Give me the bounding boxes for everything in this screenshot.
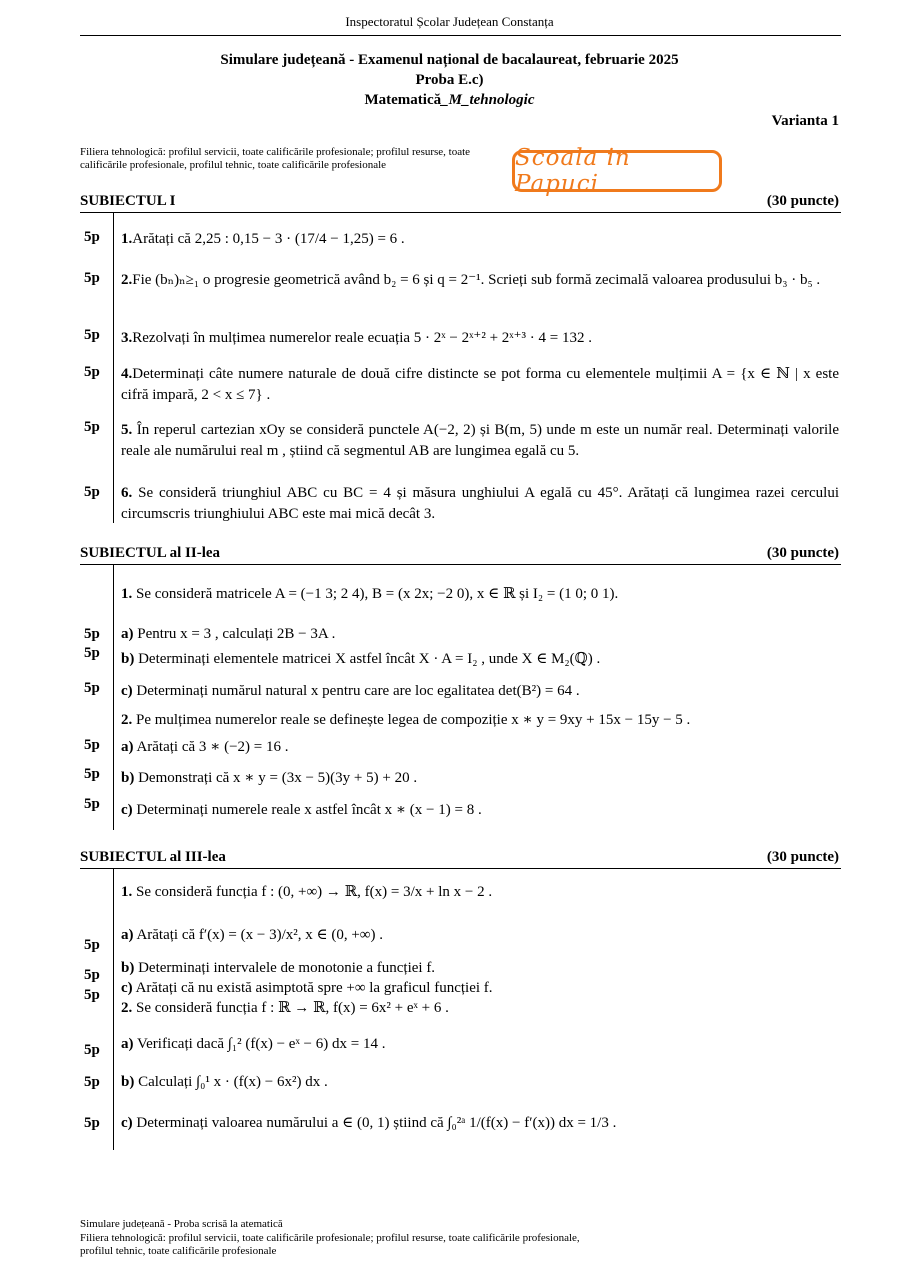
section-1-title: SUBIECTUL I <box>80 193 176 209</box>
item-label: c) <box>121 683 133 699</box>
item-text: Arătați că 2,25 : 0,15 − 3 · (17/4 − 1,25) = 6 . <box>132 231 405 247</box>
item-text: Determinați valoarea numărului a ∈ (0, 1) știind că ∫₀²ᵃ 1/(f(x) − f′(x)) dx = 1/3 . <box>136 1115 617 1131</box>
item-label: c) <box>121 980 133 996</box>
question-3-1a <box>121 925 839 946</box>
section-1-rule <box>80 212 841 213</box>
item-text: Arătați că 3 ∗ (−2) = 16 . <box>136 739 289 755</box>
item-points: 5p <box>84 1074 100 1090</box>
section-2-title: SUBIECTUL al II-lea <box>80 545 221 561</box>
item-points: 5p <box>84 645 100 661</box>
item-points: 5p <box>84 364 100 380</box>
item-points: 5p <box>84 484 100 500</box>
item-label: a) <box>121 739 134 755</box>
footer-line-2: Filiera tehnologică: profilul servicii, toate calificările profesionale; profilul resurse, toate calificările profesionale, <box>80 1231 580 1244</box>
page-footer <box>80 1218 580 1259</box>
footer-line-3: profilul tehnic, toate calificările profesionale <box>80 1245 277 1257</box>
item-label: 6. <box>121 485 133 501</box>
question-3-1c <box>121 978 839 999</box>
item-text: Arătați că f′(x) = (x − 3)/x², x ∈ (0, +∞) . <box>136 927 383 943</box>
item-text: Determinați câte numere naturale de două cifre distincte se pot forma cu elementele mulțimii A = {x ∈ ℕ | x este cifră impară, 2 < x ≤ 7} . <box>121 366 839 403</box>
filiera-text: Filiera tehnologică: profilul servicii, toate calificările profesionale; profilul resurse, toate calificările profesionale, profilul tehnic, toate calificările profesionale <box>80 146 471 171</box>
school-logo: Scoala in Papuci <box>512 150 722 192</box>
item-label: b) <box>121 1074 135 1090</box>
item-points: 5p <box>84 680 100 696</box>
question-1-3 <box>121 328 839 349</box>
section-1-margin-line <box>113 213 114 523</box>
inspectorate-header: Inspectoratul Școlar Județean Constanța <box>345 14 554 29</box>
item-points: 5p <box>84 270 100 286</box>
item-text: Determinați numerele reale x astfel încât x ∗ (x − 1) = 8 . <box>136 802 482 818</box>
item-points: 5p <box>84 967 100 983</box>
question-2-2a <box>121 737 839 758</box>
question-1-5 <box>121 420 839 462</box>
item-text: Arătați că nu există asimptotă spre +∞ la graficul funcției f. <box>135 980 493 996</box>
footer-line-1: Simulare județeană - Proba scrisă la atematică <box>80 1218 283 1230</box>
exam-title-line2: Proba E.c) <box>415 72 484 88</box>
item-text: Calculați ∫₀¹ x · (f(x) − 6x²) dx . <box>138 1074 328 1090</box>
question-2-2c <box>121 800 839 821</box>
exam-subject: _M_tehnologic <box>441 92 535 108</box>
section-1-heading <box>80 193 841 211</box>
section-3-margin-line <box>113 869 114 1150</box>
section-3-rule <box>80 868 841 869</box>
item-label: 5. <box>121 422 133 438</box>
question-1-1 <box>121 229 839 250</box>
exam-subject-prefix: Matematică <box>364 92 442 108</box>
item-text: Pe mulțimea numerelor reale se definește legea de compoziție x ∗ y = 9xy + 15x − 15y − 5 . <box>136 712 691 728</box>
item-points: 5p <box>84 766 100 782</box>
section-2-rule <box>80 564 841 565</box>
item-text: Se consideră funcția f : ℝ → ℝ, f(x) = 6x² + eˣ + 6 . <box>136 1000 449 1016</box>
question-3-2a <box>121 1034 839 1055</box>
question-1-2 <box>121 270 839 291</box>
item-text: Determinați elementele matricei X astfel încât X · A = I₂ , unde X ∈ M₂(ℚ) . <box>138 651 601 667</box>
question-2-1b <box>121 649 839 670</box>
item-text: Se consideră funcția f : (0, +∞) → ℝ, f(x) = 3/x + ln x − 2 . <box>136 884 493 900</box>
item-text: Pentru x = 3 , calculați 2B − 3A . <box>137 626 336 642</box>
question-2-1c <box>121 681 839 702</box>
section-1-points: (30 puncte) <box>766 193 839 209</box>
section-2-points: (30 puncte) <box>766 545 839 561</box>
question-1-4 <box>121 364 839 406</box>
item-label: 2. <box>121 272 133 288</box>
exam-title <box>0 50 899 110</box>
section-2-heading <box>80 545 841 563</box>
question-2-1a <box>121 624 839 645</box>
question-2-2b <box>121 768 839 789</box>
exam-title-line3 <box>0 90 899 110</box>
item-text: Se consideră matricele A = (−1 3; 2 4), B = (x 2x; −2 0), x ∈ ℝ și I₂ = (1 0; 0 1). <box>136 586 619 602</box>
item-label: 4. <box>121 366 133 382</box>
question-3-2b <box>121 1072 839 1093</box>
item-label: c) <box>121 802 133 818</box>
item-points: 5p <box>84 737 100 753</box>
item-label: c) <box>121 1115 133 1131</box>
item-points: 5p <box>84 327 100 343</box>
item-label: a) <box>121 626 134 642</box>
item-label: b) <box>121 770 135 786</box>
exam-title-line1: Simulare județeană - Examenul național de bacalaureat, februarie 2025 <box>220 52 679 68</box>
item-label: a) <box>121 927 134 943</box>
question-2-2 <box>121 710 839 731</box>
item-points: 5p <box>84 1042 100 1058</box>
question-3-2 <box>121 998 839 1019</box>
section-3-heading <box>80 849 841 867</box>
section-3-title: SUBIECTUL al III-lea <box>80 849 226 865</box>
item-label: 3. <box>121 330 133 346</box>
item-text: Determinați numărul natural x pentru care are loc egalitatea det(B²) = 64 . <box>136 683 580 699</box>
section-3-points: (30 puncte) <box>766 849 839 865</box>
item-label: b) <box>121 960 135 976</box>
item-text: Se consideră triunghiul ABC cu BC = 4 și măsura unghiului A egală cu 45°. Arătați că lungimea razei cercului circumscris triunghiului ABC este mai mică decât 3. <box>121 485 840 522</box>
variant-label: Varianta 1 <box>771 113 839 129</box>
item-label: b) <box>121 651 135 667</box>
item-points: 5p <box>84 1115 100 1131</box>
item-label: 1. <box>121 586 133 602</box>
question-3-1b <box>121 958 839 979</box>
item-text: Rezolvați în mulțimea numerelor reale ecuația 5 · 2ˣ − 2ˣ⁺² + 2ˣ⁺³ · 4 = 132 . <box>132 330 592 346</box>
item-points: 5p <box>84 626 100 642</box>
section-2-margin-line <box>113 565 114 830</box>
item-text: Verificați dacă ∫₁² (f(x) − eˣ − 6) dx = 14 . <box>136 1036 386 1052</box>
item-label: a) <box>121 1036 134 1052</box>
question-2-1 <box>121 584 839 605</box>
header-rule <box>80 35 841 36</box>
question-1-6 <box>121 483 839 525</box>
item-label: 2. <box>121 712 133 728</box>
item-text: Determinați intervalele de monotonie a funcției f. <box>138 960 436 976</box>
item-points: 5p <box>84 796 100 812</box>
question-3-1 <box>121 882 839 903</box>
item-text: Demonstrați că x ∗ y = (3x − 5)(3y + 5) + 20 . <box>138 770 418 786</box>
item-points: 5p <box>84 937 100 953</box>
item-label: 1. <box>121 884 133 900</box>
item-points: 5p <box>84 419 100 435</box>
item-label: 1. <box>121 231 133 247</box>
question-3-2c <box>121 1113 839 1134</box>
item-label: 2. <box>121 1000 133 1016</box>
item-points: 5p <box>84 229 100 245</box>
item-text: În reperul cartezian xOy se consideră punctele A(−2, 2) și B(m, 5) unde m este un număr real. Determinați valorile reale ale numărului real m , știind că segmentul AB are lungimea egală cu 5. <box>121 422 840 459</box>
item-points: 5p <box>84 987 100 1003</box>
item-text: Fie (bₙ)ₙ≥₁ o progresie geometrică având b₂ = 6 și q = 2⁻¹. Scrieți sub formă zecimală valoarea produsului b₃ · b₅ . <box>132 272 821 288</box>
